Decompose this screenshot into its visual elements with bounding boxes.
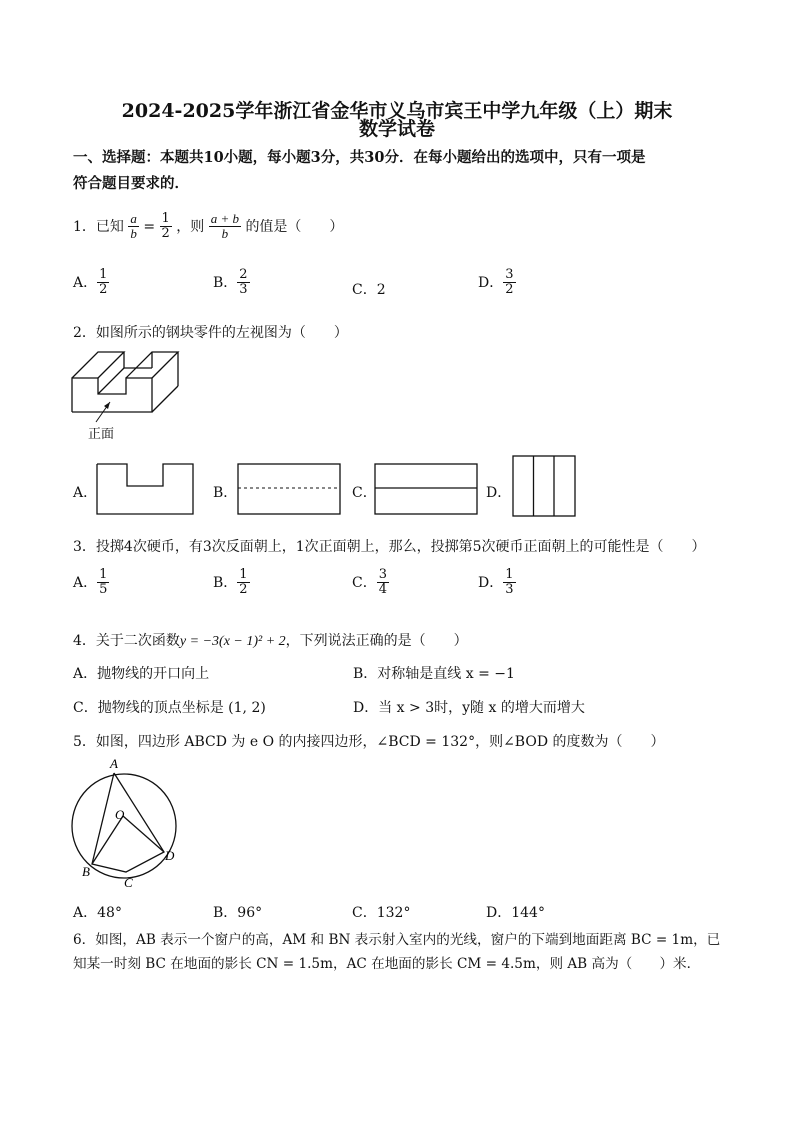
q4-option-b: B．对称轴是直线 x = −1	[353, 666, 515, 682]
q4-option-d: D．当 x > 3时，y随 x 的增大而增大	[353, 700, 585, 716]
q2-option-a-label: A．	[73, 485, 98, 501]
section-heading: 一、选择题：本题共10小题，每小题3分，共30分．在每小题给出的选项中，只有一项是	[73, 149, 646, 166]
page-title: 2024-2025学年浙江省金华市义乌市宾王中学九年级（上）期末	[121, 100, 673, 122]
q2-option-d-figure	[512, 455, 576, 517]
q4-formula: y = −3(x − 1)² + 2	[179, 634, 286, 649]
q4-option-a: A．抛物线的开口向上	[73, 666, 210, 682]
q3-option-c: C． $\frac{3}{4}$	[352, 567, 387, 598]
q1-prefix: 1．已知	[73, 218, 124, 235]
q2-option-b-figure	[237, 463, 341, 515]
q5-option-a: A．48°	[73, 905, 122, 921]
segment-ob	[92, 816, 123, 864]
section-heading-cont: 符合题目要求的．	[73, 175, 189, 192]
label-b: B	[82, 864, 90, 879]
q5-option-c: C．132°	[352, 905, 411, 921]
q2-option-a-figure	[96, 463, 194, 515]
label-c: C	[124, 875, 133, 890]
label-a: A	[110, 756, 118, 771]
q1-mid: ，则	[176, 218, 205, 235]
q1-frac-a-b: $\frac{a}{b}$	[130, 211, 137, 242]
q1-eq: =	[143, 218, 156, 235]
question-5: 5．如图，四边形 ABCD 为 e O 的内接四边形，∠BCD = 132°，则∠BOD 的度数为（ ）	[73, 734, 665, 750]
question-6-cont: 知某一时刻 BC 在地面的影长 CN = 1.5m，AC 在地面的影长 CM = 4.5m，则 AB 高为（ ）米．	[73, 956, 701, 972]
q5-circle-figure	[68, 756, 188, 892]
q2-front-label: 正面	[88, 427, 115, 442]
question-3: 3．投掷4次硬币，有3次反面朝上，1次正面朝上，那么，投掷第5次硬币正面朝上的可能性是（ ）	[73, 539, 706, 555]
question-6: 6．如图，AB 表示一个窗户的高，AM 和 BN 表示射入室内的光线，窗户的下端到地面距离 BC = 1m，已	[73, 932, 721, 948]
page-subtitle: 数学试卷	[358, 118, 435, 140]
segment-od	[123, 816, 164, 852]
q2-option-d-label: D．	[486, 485, 512, 501]
label-o: O	[115, 807, 125, 822]
q1-frac-half: $\frac{1}{2}$	[161, 211, 170, 242]
q1-suffix: 的值是（ ）	[245, 218, 344, 235]
q5-option-b: B．96°	[213, 905, 263, 921]
q3-option-d: D． $\frac{1}{3}$	[478, 567, 514, 598]
q1-option-c: C．2	[352, 282, 386, 298]
q2-option-c-label: C．	[352, 485, 377, 501]
label-d: D	[165, 848, 175, 863]
q1-option-d: D． $\frac{3}{2}$	[478, 267, 514, 298]
question-1	[73, 212, 343, 242]
q5-option-d: D．144°	[486, 905, 545, 921]
q3-option-b: B． $\frac{1}{2}$	[213, 567, 248, 598]
question-4: 4．关于二次函数y = −3(x − 1)² + 2，下列说法正确的是（ ）	[73, 633, 468, 649]
quadrilateral-abcd	[92, 773, 164, 872]
q3-option-a: A． $\frac{1}{5}$	[73, 567, 108, 598]
question-2: 2．如图所示的钢块零件的左视图为（ ）	[73, 325, 348, 341]
q4-option-c: C．抛物线的顶点坐标是 (1, 2)	[73, 700, 266, 716]
q2-option-b-label: B．	[213, 485, 238, 501]
q1-option-b: B． $\frac{2}{3}$	[213, 267, 248, 298]
q1-frac-expr: $\frac{a + b}{b}$	[210, 211, 239, 242]
q1-option-a: A． $\frac{1}{2}$	[73, 267, 108, 298]
q2-part-figure	[70, 348, 180, 440]
q2-option-c-figure	[374, 463, 478, 515]
